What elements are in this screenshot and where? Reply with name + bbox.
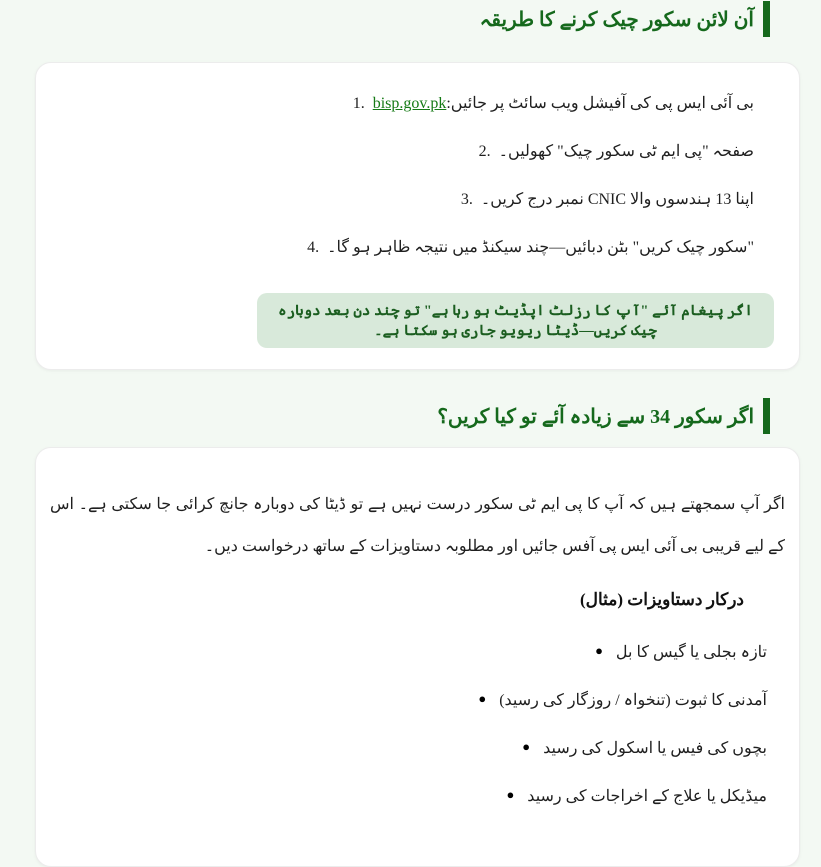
- bullet-icon: ●: [522, 739, 531, 754]
- step-number: 4.: [307, 239, 320, 256]
- step-number: 1.: [352, 95, 365, 112]
- step-text: صفحہ "پی ایم ٹی سکور چیک" کھولیں۔: [498, 143, 754, 160]
- heading-accent-bar: [763, 1, 770, 37]
- step-item-4: [66, 237, 754, 259]
- document-item-4: [36, 786, 767, 807]
- document-text: میڈیکل یا علاج کے اخراجات کی رسید: [527, 788, 767, 805]
- document-text: تازہ بجلی یا گیس کا بل: [615, 644, 767, 661]
- online-check-card: [35, 62, 800, 370]
- documents-list: [36, 642, 799, 807]
- steps-list: [36, 63, 799, 259]
- step-number: 3.: [460, 191, 473, 208]
- section-heading-score-above-34: [437, 398, 770, 434]
- step-number: 2.: [478, 143, 491, 160]
- appeal-paragraph: اگر آپ سمجھتے ہیں کہ آپ کا پی ایم ٹی سکور درست نہیں ہے تو ڈیٹا کی دوبارہ جانچ کرائی جا سکتی ہے۔ اس کے لیے قریبی بی آئی ایس پی آفس جائیں اور مطلوبہ دستاویزات کے ساتھ درخواست دیں۔: [50, 496, 785, 555]
- bullet-icon: ●: [478, 691, 487, 706]
- score-appeal-card: [35, 447, 800, 867]
- step-item-2: [66, 141, 754, 163]
- note-text: اگر پیغام آئے "آپ کا رزلٹ اپڈیٹ ہو رہا ہے" تو چند دن بعد دوبارہ چیک کریں—ڈیٹا ریویو جاری ہو سکتا ہے۔: [278, 302, 753, 339]
- section-heading-online-check: [480, 1, 770, 37]
- document-text: بچوں کی فیس یا اسکول کی رسید: [543, 740, 767, 757]
- document-item-3: [36, 738, 767, 759]
- step-text: اپنا 13 ہندسوں والا CNIC نمبر درج کریں۔: [480, 191, 754, 208]
- bullet-icon: ●: [506, 787, 515, 802]
- bullet-icon: ●: [595, 643, 603, 658]
- document-text: آمدنی کا ثبوت (تنخواہ / روزگار کی رسید): [499, 692, 767, 709]
- heading-accent-bar: [763, 398, 770, 434]
- required-documents-heading: درکار دستاویزات (مثال): [579, 590, 744, 609]
- step-text: بی آئی ایس پی کی آفیشل ویب سائٹ پر جائیں:: [446, 95, 754, 112]
- document-item-1: [36, 642, 767, 663]
- section-title: آن لائن سکور چیک کرنے کا طریقہ: [479, 8, 754, 31]
- result-updating-note: [257, 293, 774, 348]
- step-item-1: [66, 93, 754, 115]
- section-title: اگر سکور 34 سے زیادہ آئے تو کیا کریں؟: [437, 405, 754, 428]
- step-item-3: [66, 189, 754, 211]
- bisp-website-link[interactable]: bisp.gov.pk: [372, 95, 447, 112]
- document-item-2: [36, 690, 767, 711]
- step-text: "سکور چیک کریں" بٹن دبائیں—چند سیکنڈ میں نتیجہ ظاہر ہو گا۔: [327, 239, 754, 256]
